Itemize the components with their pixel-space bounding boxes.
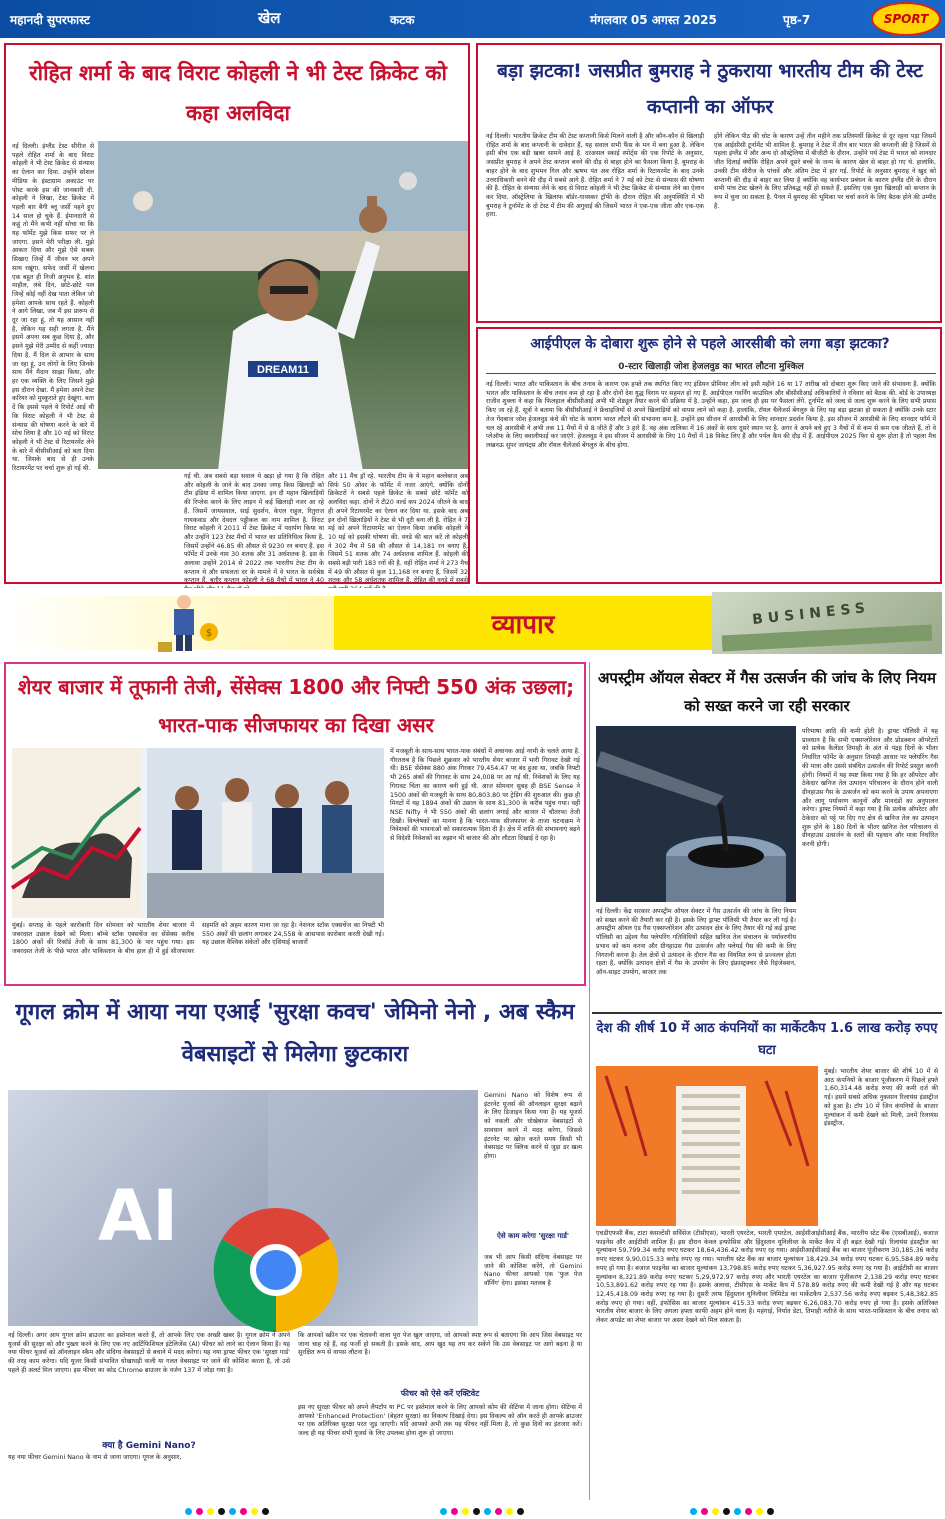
business-banner: [4, 588, 942, 658]
registration-dots-right: [690, 1508, 774, 1515]
jersey-text: DREAM11: [257, 364, 309, 376]
headline-bumrah: बड़ा झटका! जसप्रीत बुमराह ने ठुकराया भारतीय टीम की टेस्ट कप्तानी का ऑफर: [497, 60, 923, 118]
chrome-col-b-head: फीचर को ऐसे करें एक्टिवेट: [400, 1389, 480, 1398]
divider: [486, 373, 936, 374]
chrome-col-b2: इस नए सुरक्षा फीचर को अपने लैपटॉप या PC पर इस्तेमाल करने के लिए आपको कोम की सेटिंग्स में जाना होगा। सेटिंग्स में आपको 'Enhanced Protection' (बेहतर सुरक्षा) का विकल्प दिखाई देगा। इस विकल्प को ऑन करते ही आपके ब्राउजर पर एक अतिरिक्त सुरक्षा परत जुड़ जाएगी। यदि आपको अभी तक यह फीचर नहीं मिला है, तो कुछ दिनों का इंतजार करें। जल्द ही यह फीचर सभी यूजर्स के लिए उपलब्ध होना शुरू हो जाएगा।: [298, 1404, 582, 1438]
headline-marketcap: देश की शीर्ष 10 में आठ कंपनियों का मार्केटकैप 1.6 लाख करोड़ रुपए घटा: [596, 1021, 938, 1058]
kohli-photo: [98, 141, 468, 469]
article-marketcap: [592, 1016, 942, 1496]
chrome-side2: जब भी आप किसी संदिग्ध वेबसाइट पर जाने की कोशिश करेंगे, तो Gemini Nano फीचर आपको एक 'फुल पेज वॉर्निंग' देगा। इसका मतलब है: [484, 1254, 582, 1288]
bumrah-col-a: नई दिल्ली। भारतीय क्रिकेट टीम की टेस्ट कप्तानी किसे मिलने वाली है और कौन-कौन से खिलाड़ी रोहित शर्मा के बाद कप्तानी के दावेदार हैं, यह सवाल सभी फैंस के मन में बना हुआ है. लेकिन इसी बीच एक बड़ी खबर सामने आई है. दरअसल स्काई स्पोर्ट्स की एक रिपोर्ट के अनुसार, जसप्रीत बुमराह ने अपने टेस्ट कप्तान बनने की दौड़ से बाहर होने का फैसला किया है. बुमराह के बाहर होने के बाद शुभमन गिल और ऋषभ पंत अब रोहित शर्मा के रिटायरमेंट के बाद उनके उत्तराधिकारी बनने की दौड़ में सबसे आगे हैं. रोहित शर्मा ने 7 मई को टेस्ट से संन्यास की घोषणा की है. रोहित के संन्यास लेने के बाद से विराट कोहली ने भी टेस्ट क्रिकेट से संन्यास लेने का ऐलान कर दिया. ऑस्ट्रेलिया के खिलाफ बॉर्डर-गावस्कर ट्रॉफी के दौरान रोहित की अनुपस्थिति में भी बुमराह ने टूर्नामेंट के दो टेस्ट में टीम की अगुवाई की जिसमें भारत ने एक-एक जीता और एक-एक हारा.: [486, 133, 704, 219]
chrome-side: Gemini Nano को विशेष रूप से इंटरनेट यूजर्स की ऑनलाइन सुरक्षा बढ़ाने के लिए डिजाइन किया गया है। यह यूजर्स को नकली और धोखेबाज वेबसाइटों से सावधान करने में मदद करेगा, जिससे इंटरनेट पर खोज करते समय किसी भी वेबसाइट पर क्लिक करने से जुड़ा डर खत्म होगा।: [484, 1092, 582, 1160]
market-building-photo: [596, 1066, 818, 1226]
column-divider: [589, 662, 590, 1500]
sport-logo: SPORT: [871, 2, 941, 36]
oil-col-b: नई दिल्ली। केंद्र सरकार अपस्ट्रीम ऑयल सेक्टर में गैस उत्सर्जन की जांच के लिए नियम को सख्त करने की तैयारी कर रही है। इसके लिए ड्राफ्ट पॉलिसी भी तैयार कर ली गई है। अपस्ट्रीम ऑयल एंड गैस एक्सप्लोरेशन और उत्पादन क्षेत्र के लिए तैयार की गई कई ड्राफ्ट पॉलिसी का उद्देश्य गैस फ्लेयरिंग गतिविधियों सहित खनिज तेल संचालन के पर्यावरणीय प्रभाव को कम करना और ग्रीनहाउस गैस उत्सर्जन और फ्लेयर्ड गैस की कमी के लिए निगरानी करना है। तेल क्षेत्रों से उत्पादन के दौरान गैस का नियमित रूप से प्रज्वलन होता रहता है, क्योंकि उत्पादन क्षेत्रों में गैस के उपयोग के लिए इंफ्रास्ट्रक्चर जैसे रिइंजेक्शन, ऑन-साइट उपयोग, बाजार तक: [596, 908, 796, 976]
kohli-col-a: नई दिल्ली। इंग्लैंड टेस्ट सीरीज से पहले रोहित शर्मा के बाद विराट कोहली ने भी टेस्ट क्रिकेट से संन्यास का ऐलान कर दिया. उन्होंने सोशल मीडिया के इंस्टाग्राम अकाउंट पर पोस्ट करके इस की जानकारी दी. कोहली ने लिखा, टेस्ट क्रिकेट में पहली बार बैगी ब्लू जर्सी पहने हुए 14 साल हो चुके हैं. ईमानदारी से कहूं तो मैंने कभी नहीं सोचा था कि यह फॉर्मेट मुझे किस सफर पर ले जाएगा. इसने मेरी परीक्षा ली, मुझे आकार दिया और मुझे ऐसे सबक सिखाए जिन्हें मैं जीवन भर अपने साथ रखूंगा. सफेद जर्सी में खेलना एक बहुत ही निजी अनुभव है. शांत माहौल, लंबे दिन, छोटे-छोटे पल जिन्हें कोई नहीं देख पाता लेकिन जो हमेशा आपके साथ रहते हैं. कोहली ने आगे लिखा, जब मैं इस प्रारूप से दूर जा रहा हूं, तो यह आसान नहीं है, लेकिन यह सही लगता है. मैंने इसमें अपना सब कुछ दिया है, और इसने मुझे मेरी उम्मीद से कहीं ज्यादा दिया है. मैं दिल से आभार के साथ जा रहा हूं, उन लोगों के लिए जिनके साथ मैंने मैदान साझा किया, और हर एक व्यक्ति के लिए जिसने मुझे इस दौरान देखा. मैं हमेशा अपने टेस्ट करियर को मुस्कुराते हुए देखूंगा. बता दें कि इससे पहले ये रिपोर्ट आई थी कि विराट कोहली ने भी टेस्ट से संन्यास की घोषणा करने के बारे में सोच लिया है और 10 मई को विराट कोहली ने भी टेस्ट से रिटायरमेंट लेने के बारे में बीसीसीआई को बता दिया था. जिसके बाद से ही उनके रिटायरमेंट पर चर्चा शुरू हो गई थी.: [12, 143, 94, 473]
marketcap-side: मुंबई। भारतीय शेयर बाजार की शीर्ष 10 में से आठ कंपनियों के बाजार पूंजीकरण में पिछले हफ्ते 1,60,314.48 करोड़ रुपए की कमी दर्ज की गई। इसमें सबसे अधिक नुकसान रिलायंस इंडस्ट्रीज को हुआ है। टॉप 10 में जिन कंपनियों के बाजार मूल्यांकन में कमी देखने को मिली, उनमें रिलायंस इंडस्ट्रीज,: [824, 1068, 938, 1128]
headline-oil: अपस्ट्रीम ऑयल सेक्टर में गैस उत्सर्जन की जांच के लिए नियम को सख्त करने जा रही सरकार: [597, 669, 937, 715]
paper-name: महानदी सुपरफास्ट: [10, 13, 90, 27]
business-ribbon: BUSINESS: [751, 599, 871, 629]
sensex-col-b: मुंबई। सप्ताह के पहले कारोबारी दिन सोमवार को भारतीय शेयर बाजार में जबरदस्त उछाल देखने को मिला। बॉम्बे स्टॉक एक्सचेंज का सेंसेक्स करीब 1800 अंकों की रिकॉर्ड तेजी के साथ 81,300 के पार पहुंच गया। इस जबरदस्त तेजी के पीछे भारत और पाकिस्तान के बीच हाल ही में हुई सीजफायर सहमति को अहम कारण माना जा रहा है। नेशनल स्टॉक एक्सचेंज का निफ्टी भी 550 अंकों की छलांग लगाकर 24,558 के आसपास कारोबार करती देखी गई। यह उछाल वैश्विक संकेतों और एशियाई बाजारों: [12, 922, 384, 956]
rcb-body: नई दिल्ली। भारत और पाकिस्तान के बीच तनाव के कारण एक हफ्ते तक स्थगित किए गए इंडियन प्रीमियर लीग को इसी महीने 16 या 17 तारीख को दोबारा शुरू किए जाने की संभावना है. क्योंकि भारत और पाकिस्तान के बीच तनाव कम हो रहा है और दोनों देश युद्ध विराम पर सहमत हो गए हैं. आईपीएल गवर्निंग काउंसिल और बीसीसीआई अधिकारियों ने रविवार को बैठक की. बोर्ड के उपाध्यक्ष राजीव शुक्ला ने कहा कि फिलहाल बीसीसीआई अभी भी शेड्यूल तैयार करने की प्रक्रिया में है. उन्होंने कहा, हम जल्द ही इस पर फैसला लेंगे. टूर्नामेंट को जल्द से जल्द शुरू करने के लिए सभी प्रयास किए जा रहे हैं. सूत्रों ने बताया कि बीसीसीआई ने फ्रेंचाइजियों से अपने खिलाड़ियों को वापस लाने को कहा है. हालांकि, रॉयल चैलेंजर्स बेंगलुरु के लिए यह बड़ा झटका हो सकता है क्योंकि उनके स्टार तेज गेंदबाज जोश हेजलवुड कंधे की चोट के कारण भारत लौटने की संभावना कम है. उन्होंने इस सीजन में आरसीबी के लिए शानदार प्रदर्शन किया है. इस सीजन में आरसीबी के लिए शानदार फॉर्म में चल रहे आरसीबी ने अभी तक 11 मैचों में से 8 जीते हैं और 3 हारे हैं. वह अंक तालिका में 16 अंकों के साथ दूसरे स्थान पर है. अगर वे अपने बचे हुए 3 मैचों में से कम से कम एक जीतते हैं, तो वे प्लेऑफ के लिए क्वालीफाई कर जाएंगे. हेजलवुड ने इस सीजन में आरसीबी के लिए 10 मैचों में 18 विकेट लिए हैं और पर्पल कैप की दौड़ में हैं. आईपीएल 2025 फिर से शुरू होता है तो पहला मैच लखनऊ सुपर जायंट्स और रॉयल चैलेंजर्स बेंगलुरु के बीच होगा.: [486, 381, 936, 449]
bumrah-col-b: होंगे लेकिन पीठ की चोट के कारण उन्हें तीन महीने तक प्रतिस्पर्धी क्रिकेट से दूर रहना पड़ा जिसमें एक आईसीसी टूर्नामेंट भी शामिल है. बुमराह ने टेस्ट में तीन बार भारत की कप्तानी की है जिसमें से पहला इंग्लैंड में और अन्य दो ऑस्ट्रेलिया में बीजीटी के दौरान. उन्होंने पर्थ टेस्ट में भारत को शानदार जीत दिलाई क्योंकि रोहित अपने दूसरे बच्चे के जन्म के कारण खेल से बाहर हो गए थे. हालांकि, उनकी टीम सीरीज के पांचवें और अंतिम टेस्ट में हार गई. रिपोर्ट के अनुसार बुमराह ने खुद को कप्तानी की दौड़ से बाहर कर लिया है क्योंकि वह कार्यभार प्रबंधन के कारण इंग्लैंड दौरे के दौरान सभी पांच टेस्ट खेलने के लिए प्रतिबद्ध नहीं हो सकते हैं. इसलिए एक युवा खिलाड़ी को कप्तान के रूप में चुना जा सकता है. पैनल में बुमराह की भूमिका पर चर्चा करने के लिए बैठक होने की उम्मीद है.: [714, 133, 936, 210]
chrome-col-a: नई दिल्ली। अगर आप गूगल क्रोम ब्राउजर का इस्तेमाल करते हैं, तो आपके लिए एक अच्छी खबर है। गूगल क्रोम ने अपने यूजर्स की सुरक्षा को और पुख्ता करने के लिए एक नए आर्टिफिशियल इंटेलिजेंस (AI) फीचर को लाने का ऐलान किया है। यह नया फीचर यूजर्स को ऑनलाइन स्कैम और संदिग्ध वेबसाइटों से बचाने में मदद करेगा। यह नया ड्राफ्ट फीचर एक 'सुरक्षा गार्ड' की तरह काम करेगा। यदि यूजर किसी संभावित धोखाधड़ी वाली या गलत वेबसाइट पर जाने की कोशिश करता है, तो उसे पहले ही अलर्ट मिल जाएगा। इस फीचर का कोड Chrome ब्राउजर के वर्जन 137 में जोड़ा गया है।: [8, 1332, 290, 1374]
article-kohli: [4, 43, 470, 584]
city: कटक: [390, 13, 415, 27]
kohli-col-a2: [98, 473, 180, 579]
marketcap-body: एचडीएफसी बैंक, टाटा कंसल्टेंसी सर्विसेज (टीसीएस), भारती एयरटेल, भारती एयरटेल, आईसीआईसीआई बैंक, भारतीय स्टेट बैंक (एसबीआई), बजाज फाइनेंस और आईटीसी शामिल हैं। इस दौरान केवल इन्फोसिस और हिंदुस्तान यूनिलीवर के मार्केट कैप में ही बढ़त देखी गई। रिलायंस इंडस्ट्रीज का मूल्यांकन 59,799.34 करोड़ रुपए घटकर 18,64,436.42 करोड़ रुपए रह गया। आईसीआईसीआई बैंक का बाजार पूंजीकरण 30,185.36 करोड़ रुपए घटकर 9,90,015.33 करोड़ रुपए रह गया। भारतीय स्टेट बैंक का बाजार मूल्यांकन 18,429.34 करोड़ रुपए घटकर 6,95,584.89 करोड़ रुपए हो गया है। बजाज फाइनेंस का बाजार मूल्यांकन 13,798.85 करोड़ रुपए घटकर 5,36,927.95 करोड़ रुपए रह गया है। आईटीसी का बाजार मूल्यांकन 8,321.89 करोड़ रुपए घटकर 5,29,972.97 करोड़ रुपए और भारती एयरटेल का बाजार पूंजीकरण 2,138.29 करोड़ रुपए घटकर 10,53,891.62 करोड़ रुपए रह गया है। इसके अलावा, टीसीएस के मार्केट कैप में 578.89 करोड़ रुपए की कमी देखी गई है और यह घटकर 12,45,418.09 करोड़ रुपए रह गया है। दूसरी तरफ हिंदुस्तान यूनिलीवर लिमिटेड का मार्केटकैप 2,537.56 करोड़ रुपए बढ़कर 5,48,382.85 करोड़ रुपए हो गया। वहीं, इंफोसिस का बाजार मूल्यांकन 415.33 करोड़ रुपए बढ़कर 6,26,083.70 करोड़ रुपए हो गया है। इसके अतिरिक्त भारतीय शेयर बाजार के लिए अगला हफ्ता काफी अहम होने वाला है। महंगाई, निर्यात डेटा, तिमाही नतीजे के साथ भारत-पाकिस्तान के बीच तनाव को लेकर अपडेट का शेयर बाजार पर असर देखने को मिल सकता है।: [596, 1230, 938, 1325]
chrome-col-a-head: क्या है Gemini Nano?: [102, 1441, 196, 1451]
registration-dots-center: [440, 1508, 524, 1515]
headline-kohli: रोहित शर्मा के बाद विराट कोहली ने भी टेस्ट क्रिकेट को कहा अलविदा: [29, 61, 447, 125]
business-title: व्यापार: [491, 610, 555, 640]
kohli-col-c: और 11 मैच ड्रॉ रहे. भारतीय टीम के ये महान बल्लेबाज अब सिर्फ 50 ओवर के फॉर्मेट में नजर आएंगे, क्योंकि दोनों क्रिकेटरों ने सबसे पहले क्रिकेट के सबसे छोटे फॉर्मेट को अलविदा कहा. दोनों ने टी20 वर्ल्ड कप 2024 जीतने के बाद ही अपने रिटायरमेंट का ऐलान कर दिया था. इसके बाद अब इन दोनों खिलाड़ियों ने टेस्ट से भी दूरी बना ली है. रोहित ने 7 मई को अपने रिटायरमेंट का ऐलान किया जबकि कोहली ने 10 मई को इसकी घोषणा की. वनडे की बात करें तो कोहली ने 302 मैच में 58 की औसत से 14,181 रन बनाए हैं, जिसमें 51 शतक और 74 अर्धशतक शामिल हैं. कोहली की सबसे बड़ी पारी 183 रनों की है. वहीं रोहित शर्मा ने 273 मैच में 49 की औसत से कुल 11,168 रन बनाए हैं, जिसमें 32 शतक और 58 अर्धशतक शामिल हैं. रोहित की वनडे में सबसे: [328, 473, 468, 585]
ai-text: AI: [98, 1175, 179, 1257]
subhead-rcb: 0-स्टार खिलाड़ी जोश हेजलवुड का भारत लौटना मुश्किल: [618, 362, 804, 372]
headline-sensex: शेयर बाजार में तूफानी तेजी, सेंसेक्स 1800 और निफ्टी 550 अंक उछला; भारत-पाक सीजफायर का दिखा असर: [17, 675, 575, 737]
currency-image: [712, 592, 942, 654]
oil-photo: [596, 726, 796, 902]
page-header: [0, 0, 945, 38]
article-rcb: [476, 327, 942, 584]
kohli-col-b: गई थी. अब सबसे बड़ा सवाल ये खड़ा हो गया है कि रोहित और कोहली के जाने के बाद उनका जगह किस खिलाड़ी को टीम इंडिया में शामिल किया जाएगा. इन दौ महान खिलाड़ियों की रिप्लेस करने के लिए लाइन में कई खिलाड़ी नजर आ रहे हैं. जिसमें जायसवाल, साई सुदर्शन, केएल राहुल, रितुराज गायकवाड और देवदत्त पड्डीकल का नाम शामिल है. विराट विराट कोहली ने 2011 में टेस्ट क्रिकेट में पदार्पण किया था और उन्होंने 123 टेस्ट मैचों में भारत का प्रतिनिधित्व किया है, जिसमें उन्होंने 46.85 की औसत से 9230 रन बनाए हैं. इस फॉर्मेट में उनके नाम 30 शतक और 31 अर्धशतक है. इस के अलावा उन्होंने 2014 से 2022 तक भारतीय टेस्ट टीम के कप्तान थे और सफलता दर के मामले में वे भारत के सर्वश्रेष्ठ कप्तान हैं. बतौर कप्तान कोहली ने 68 मैचों में भारत ने 40: [184, 473, 324, 585]
businessman-icon: [154, 592, 224, 654]
headline-rcb: आईपीएल के दोबारा शुरू होने से पहले आरसीबी को लगा बड़ा झटका?: [530, 336, 890, 352]
chrome-col-a2: यह नया फीचर Gemini Nano के नाम से जाना जाएगा। गूगल के अनुसार,: [8, 1454, 182, 1461]
article-chrome: [4, 990, 586, 1500]
page-number: पृष्ठ-7: [783, 13, 811, 27]
section-name: खेल: [258, 9, 281, 27]
chrome-ai-photo: [8, 1090, 478, 1326]
sensex-col-a: में मजबूती के साथ-साथ भारत-पाक संबंधों में अचानक आई नरमी के चलते आया है. गौरतलब है कि पिछले शुक्रवार को भारतीय शेयर बाजार में भारी गिरावट देखी गई थी। BSE सेंसेक्स 880 अंक गिरकर 79,454.47 पर बंद हुआ था, जबकि निफ्टी भी 265 अंकों की गिरावट के साथ 24,008 पर आ गई थी. निवेशकों के लिए यह गिरावट चिंता का कारण बनी हुई थी. आज सोमवार सुबह ही BSE Sense ने 1500 अंकों की मजबूती के साथ 80,803.80 पर ट्रेडिंग की शुरुआत की। कुछ ही मिनटों में यह 1894 अंकों की उछाल के साथ 81,300 के करीब पहुंच गया। वहीं NSE Nifty ने भी 550 अंकों की छलांग लगाई और बाजार में चौतरफा तेजी दिखी। विश्लेषकों का मानना है कि भारत-पाक सीजफायर के ताजा घटनाक्रम ने निवेशकों की भावनाओं को सकारात्मक दिशा दी है। क्षेत्र में शांति की संभावनाएं बढ़ने से विदेशी निवेशकों का रुझान भी बाजार की ओर लौटता दिखाई दे रहा है।: [390, 748, 580, 843]
chrome-side-head: ऐसे काम करेगा 'सुरक्षा गार्ड': [497, 1232, 569, 1240]
article-sensex: [4, 662, 586, 986]
chrome-col-b: कि आपको स्क्रीन पर एक चेतावनी वाला पूरा पेज खुल जाएगा, जो आपको स्पष्ट रूप से बताएगा कि आप जिस वेबसाइट पर जाना चाह रहे हैं, वह फर्जी हो सकती है। इसके बाद, आप खुद यह तय कर सकेंगे कि उस वेबसाइट पर आगे बढ़ना है या सुरक्षित रूप से वापस लौटना है।: [298, 1332, 582, 1357]
article-oil: [592, 662, 942, 1012]
oil-col-a: परिभाषा आदि की कमी होती है। ड्राफ्ट पॉलिसी में यह प्रावधान है कि सभी एक्सप्लोरेशन और प्रोडक्शन ऑपरेटरों को प्रत्येक कैलेंडर तिमाही के अंत से पंद्रह दिनों के भीतर निर्धारित फॉर्मेट के अनुसार तिमाही आधार पर फ्लेयरिंग गैस की मात्रा और उससे संबंधित उत्सर्जन की रिपोर्ट प्रस्तुत करनी होगी। नियमों में यह स्पष्ट किया गया है कि हर ऑपरेटर और ठेकेदार खनिज तेल उत्पादन परिचालन के दौरान होने वाली ग्रीनहाउस गैस के उत्सर्जन को कम करने के उपाय अपनाएगा और लागू पर्यावरण कानूनों और मानदंडों का अनुपालन करेगा। ड्राफ्ट नियमों में कहा गया है कि प्रत्येक ऑपरेटर और ठेकेदार को पट्टे पर दिए गए क्षेत्र से खनिज तेल का उत्पादन शुरू होने के 180 दिनों के भीतर खनिज तेल परिचालन से ग्रीनहाउस उत्सर्जन के स्तरों की पहचान और मात्रा निर्धारित करनी होगी।: [802, 728, 938, 849]
date: मंगलवार 05 अगस्त 2025: [590, 13, 717, 27]
sensex-photo: [12, 748, 384, 918]
article-bumrah: [476, 43, 942, 323]
row-divider: [592, 1012, 942, 1014]
svg-text:$: $: [205, 628, 213, 639]
registration-dots-left: [185, 1508, 269, 1515]
headline-chrome: गूगल क्रोम में आया नया एआई 'सुरक्षा कवच' जेमिनो नेनो , अब स्कैम वेबसाइटों से मिलेगा छुटकारा: [15, 1000, 575, 1067]
